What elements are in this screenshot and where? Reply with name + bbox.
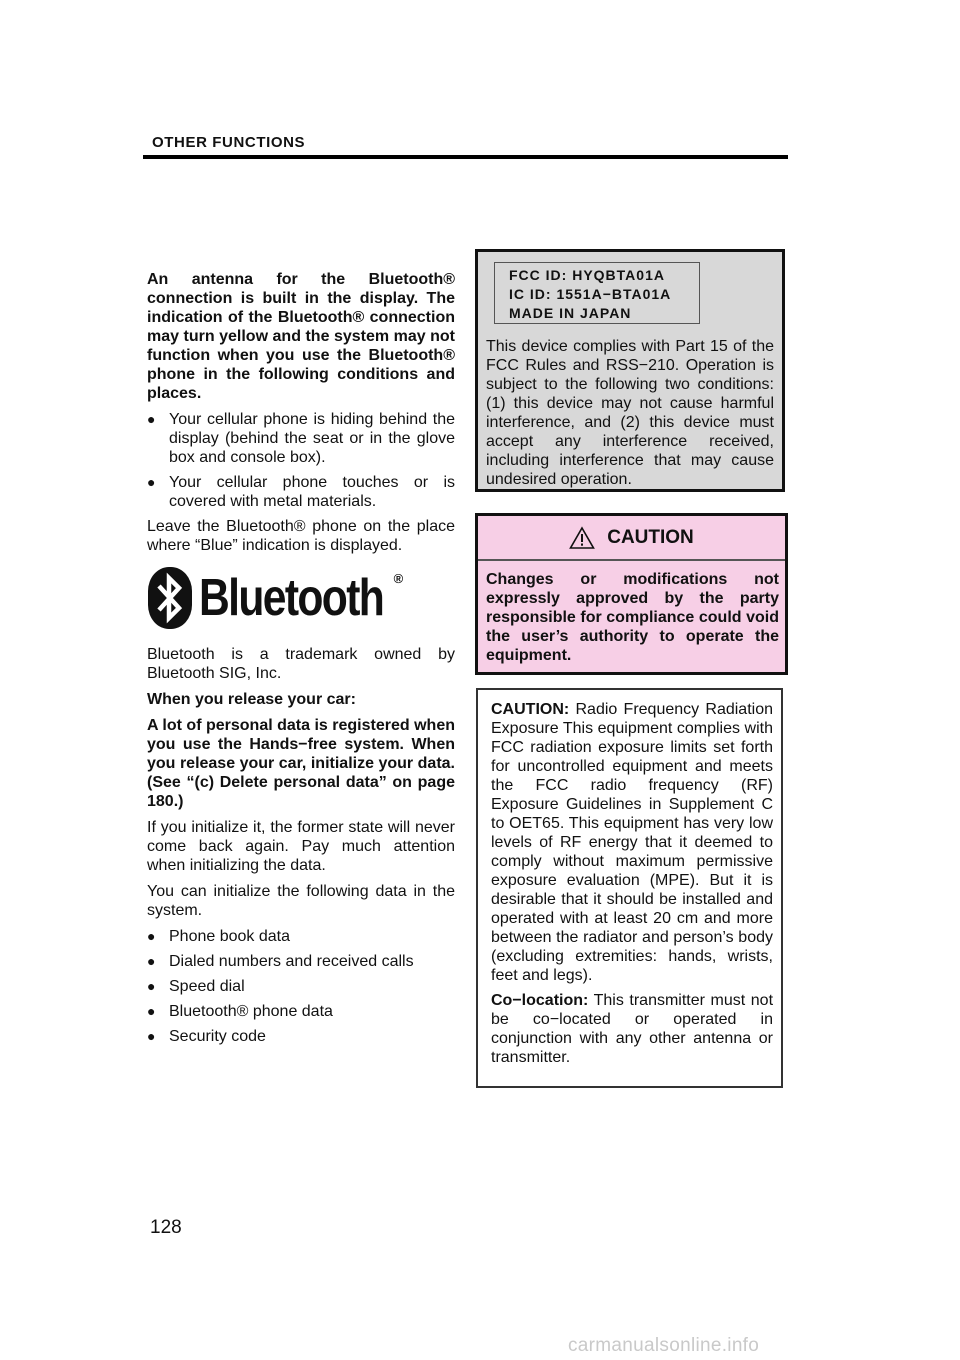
watermark: carmanualsonline.info: [568, 1335, 760, 1356]
list-item: ● Your cellular phone is hiding behind the display (behind the seat or in the glove box and console box).: [147, 410, 455, 467]
fcc-id-line: FCC ID: HYQBTA01A: [509, 267, 665, 283]
condition-list: [147, 410, 455, 511]
list-item: ● Your cellular phone touches or is covered with metal materials.: [147, 473, 455, 511]
list-item: ● Bluetooth® phone data: [147, 1002, 455, 1021]
rf-caution-text: Radio Frequency Radiation Exposure This equipment complies with FCC radiation exposure limits set forth for uncontrolled equipment and meets the FCC radio frequency (RF) Exposure Guidelines in Supplement C to OET65. This equipment has very low levels of RF energy that it deemed to comply without maximum permissive exposure evaluation (MPE). But it is desirable that it should be installed and operated with at least 20 cm and more between the radiator and person’s body (excluding extremities: hands, wrists, feet and legs).: [491, 701, 773, 984]
list-item: ● Speed dial: [147, 977, 455, 996]
made-in-line: MADE IN JAPAN: [509, 305, 632, 321]
left-column: [147, 270, 455, 1052]
bluetooth-logo: [147, 565, 455, 631]
release-heading: When you release your car:: [147, 691, 356, 708]
page-number: 128: [150, 1217, 182, 1238]
rf-caution-label: CAUTION:: [491, 701, 570, 718]
antenna-intro: An antenna for the Bluetooth® connection is built in the display. The indication of the Bluetooth® connection may turn yellow and the system may not function when you use the Bluetooth® phone in the following conditions and places.: [147, 271, 455, 402]
list-item: ● Dialed numbers and received calls: [147, 952, 455, 971]
rf-exposure-box: [476, 688, 783, 1088]
trademark-text: Bluetooth is a trademark owned by Bluetooth SIG, Inc.: [147, 646, 455, 682]
list-item: ● Phone book data: [147, 927, 455, 946]
colocation-text: This transmitter must not be co−located or operated in conjunction with any other antenna or transmitter.: [491, 992, 774, 1066]
registered-mark: ®: [393, 571, 404, 586]
fcc-compliance-text: This device complies with Part 15 of the FCC Rules and RSS−210. Operation is subject to the following two conditions: (1) this device may not cause harmful interference, and (2) this device must accept any interference received, including interference that may cause undesired operation.: [486, 338, 774, 488]
ic-id-line: IC ID: 1551A−BTA01A: [509, 286, 672, 302]
release-text: A lot of personal data is registered when you use the Hands−free system. When you release your car, initialize your data. (See “(c) Delete personal data” on page 180.): [147, 717, 455, 810]
caution-title: CAUTION: [607, 526, 694, 548]
initialize-warning: If you initialize it, the former state will never come back again. Pay much attention when initializing the data.: [147, 819, 455, 874]
list-item: ● Security code: [147, 1027, 455, 1046]
caution-text: Changes or modifications not expressly approved by the party responsible for compliance could void the user’s authority to operate the equipment.: [486, 571, 779, 664]
caution-box: [475, 513, 788, 675]
bluetooth-wordmark: Bluetooth: [199, 569, 384, 627]
warning-triangle-icon: [569, 526, 595, 550]
initialize-intro: You can initialize the following data in the system.: [147, 883, 455, 919]
caution-header: [478, 516, 785, 561]
fcc-id-label: [494, 262, 700, 324]
bluetooth-rune-icon: [147, 566, 193, 630]
data-list: [147, 927, 455, 1046]
fcc-notice-box: [475, 249, 785, 492]
colocation-label: Co−location:: [491, 992, 589, 1009]
leave-phone-text: Leave the Bluetooth® phone on the place where “Blue” indication is displayed.: [147, 518, 455, 554]
section-title: OTHER FUNCTIONS: [152, 134, 306, 151]
rf-exposure-text: [491, 700, 773, 1073]
header-rule: [143, 155, 788, 159]
